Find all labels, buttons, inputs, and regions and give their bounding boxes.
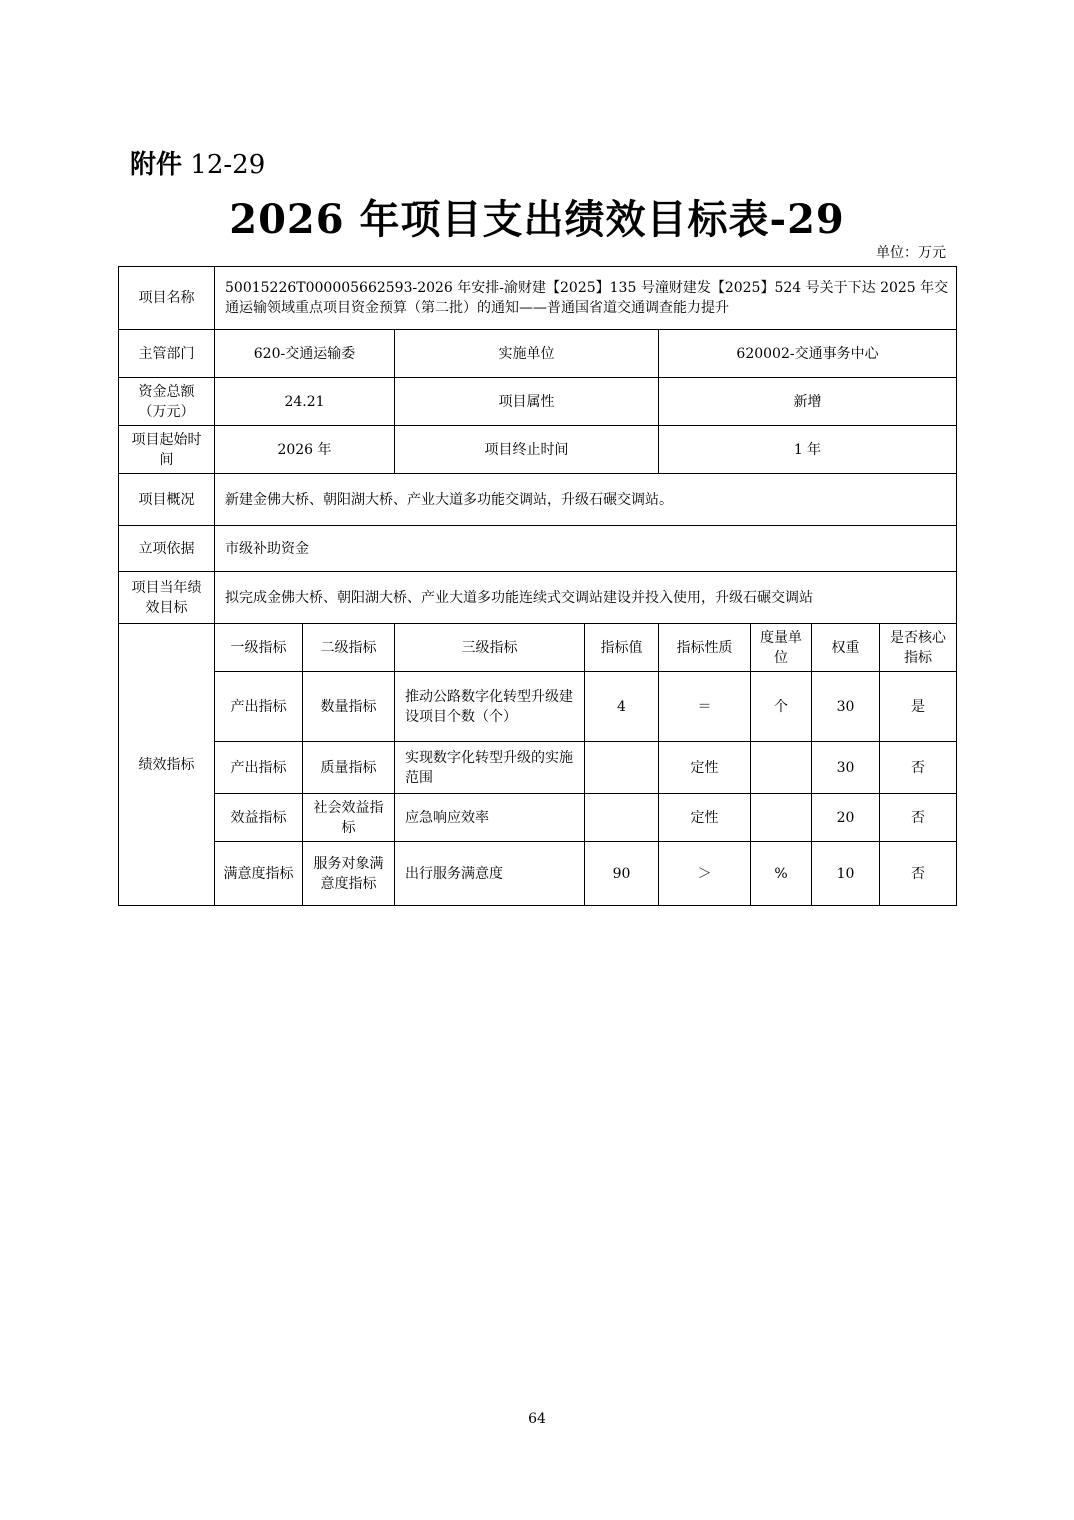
- attr-value: 新增: [659, 378, 957, 426]
- cell-value: [585, 742, 659, 794]
- cell-core: 否: [880, 842, 957, 906]
- cell-nature: ＞: [659, 842, 751, 906]
- cell-nature: 定性: [659, 794, 751, 842]
- row-dept: [119, 330, 957, 378]
- cell-weight: 10: [812, 842, 880, 906]
- end-value: 1 年: [659, 426, 957, 474]
- impl-value: 620002-交通事务中心: [659, 330, 957, 378]
- cell-unit: %: [751, 842, 812, 906]
- header-l3: 三级指标: [395, 624, 585, 672]
- dept-value: 620-交通运输委: [215, 330, 395, 378]
- impl-label: 实施单位: [395, 330, 659, 378]
- start-value: 2026 年: [215, 426, 395, 474]
- cell-nature: ＝: [659, 672, 751, 742]
- overview-value: 新建金佛大桥、朝阳湖大桥、产业大道多功能交调站，升级石碾交调站。: [215, 474, 957, 526]
- start-label: 项目起始时间: [119, 426, 215, 474]
- cell-l3: 推动公路数字化转型升级建设项目个数（个）: [395, 672, 585, 742]
- row-fund: [119, 378, 957, 426]
- header-weight: 权重: [812, 624, 880, 672]
- cell-value: 90: [585, 842, 659, 906]
- cell-l1: 产出指标: [215, 672, 303, 742]
- performance-table: [118, 266, 957, 906]
- dept-label: 主管部门: [119, 330, 215, 378]
- cell-l1: 产出指标: [215, 742, 303, 794]
- header-unit: 度量单位: [751, 624, 812, 672]
- cell-l3: 实现数字化转型升级的实施范围: [395, 742, 585, 794]
- cell-l1: 效益指标: [215, 794, 303, 842]
- table-row: [119, 842, 957, 906]
- cell-value: [585, 794, 659, 842]
- unit-note: 单位：万元: [876, 245, 946, 261]
- header-l1: 一级指标: [215, 624, 303, 672]
- cell-weight: 30: [812, 672, 880, 742]
- cell-l2: 数量指标: [303, 672, 395, 742]
- attr-label: 项目属性: [395, 378, 659, 426]
- page-number: 64: [528, 1411, 546, 1427]
- row-goal: [119, 572, 957, 624]
- basis-label: 立项依据: [119, 526, 215, 572]
- header-nature: 指标性质: [659, 624, 751, 672]
- cell-core: 是: [880, 672, 957, 742]
- cell-l2: 服务对象满意度指标: [303, 842, 395, 906]
- cell-l1: 满意度指标: [215, 842, 303, 906]
- header-core: 是否核心指标: [880, 624, 957, 672]
- cell-weight: 30: [812, 742, 880, 794]
- cell-value: 4: [585, 672, 659, 742]
- attachment-label: [130, 144, 265, 181]
- row-basis: [119, 526, 957, 572]
- page-title: 2026 年项目支出绩效目标表-29: [229, 196, 845, 243]
- indicator-header-row: [119, 624, 957, 672]
- row-overview: [119, 474, 957, 526]
- overview-label: 项目概况: [119, 474, 215, 526]
- goal-value: 拟完成金佛大桥、朝阳湖大桥、产业大道多功能连续式交调站建设并投入使用，升级石碾交调站: [215, 572, 957, 624]
- cell-nature: 定性: [659, 742, 751, 794]
- indicators-section-label: 绩效指标: [119, 624, 215, 906]
- cell-unit: 个: [751, 672, 812, 742]
- fund-value: 24.21: [215, 378, 395, 426]
- cell-core: 否: [880, 742, 957, 794]
- table-row: [119, 742, 957, 794]
- attachment-number: 12-29: [190, 150, 266, 180]
- fund-label: 资金总额（万元）: [119, 378, 215, 426]
- attachment-prefix: 附件: [130, 150, 183, 180]
- header-l2: 二级指标: [303, 624, 395, 672]
- cell-unit: [751, 742, 812, 794]
- cell-core: 否: [880, 794, 957, 842]
- row-project-name: [119, 267, 957, 330]
- cell-l3: 出行服务满意度: [395, 842, 585, 906]
- row-time: [119, 426, 957, 474]
- end-label: 项目终止时间: [395, 426, 659, 474]
- cell-l3: 应急响应效率: [395, 794, 585, 842]
- basis-value: 市级补助资金: [215, 526, 957, 572]
- cell-unit: [751, 794, 812, 842]
- table-row: [119, 794, 957, 842]
- project-name-value: 50015226T000005662593-2026 年安排-渝财建【2025】135 号潼财建发【2025】524 号关于下达 2025 年交通运输领域重点项目资金预算（第二批）的通知——普通国省道交通调查能力提升: [215, 267, 957, 330]
- cell-weight: 20: [812, 794, 880, 842]
- project-name-label: 项目名称: [119, 267, 215, 330]
- table-row: [119, 672, 957, 742]
- header-value: 指标值: [585, 624, 659, 672]
- cell-l2: 质量指标: [303, 742, 395, 794]
- cell-l2: 社会效益指标: [303, 794, 395, 842]
- goal-label: 项目当年绩效目标: [119, 572, 215, 624]
